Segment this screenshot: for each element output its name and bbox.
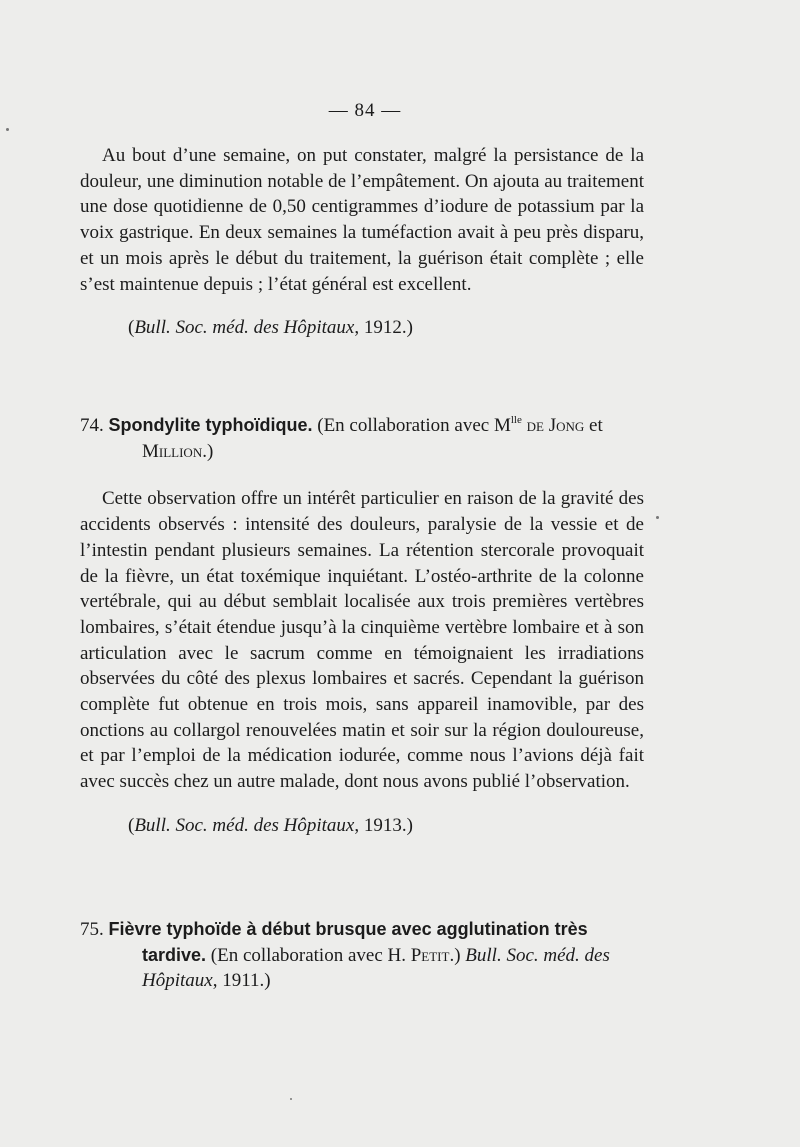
citation-1913 <box>128 813 644 839</box>
citation-1912 <box>128 315 644 341</box>
collab-name: Petit <box>410 944 450 966</box>
entry-74 <box>80 408 644 839</box>
entry-number: 75. <box>80 919 104 940</box>
citation-journal: Bull. Soc. méd. des Hôpitaux <box>142 944 610 992</box>
citation-year: , 1911.) <box>212 970 271 992</box>
collab-superscript: lle <box>510 414 522 426</box>
collab-open: (En collaboration avec M <box>317 415 511 436</box>
entry-75-heading <box>80 917 644 994</box>
collab-open: (En collaboration avec H. <box>210 944 406 966</box>
entry-number: 74. <box>80 415 104 436</box>
speck <box>656 516 659 519</box>
collab-close: .) <box>449 944 461 966</box>
citation-open: ( <box>128 317 135 339</box>
paragraph-continuation: Au bout d’une semaine, on put constater, malgré la persistance de la douleur, une diminution notable de l’empâtement. On ajouta au traitement une dose quotidienne de 0,50 centigrammes d’iodure de potassium par la voix gastrique. En deux semaines la tuméfaction avait à peu près disparu, et un mois après le début du traitement, la guérison était complète ; elle s’est maintenue depuis ; l’état général est excellent. <box>80 145 644 295</box>
citation-year: , 1913.) <box>354 814 413 836</box>
citation-year: , 1912.) <box>354 317 413 339</box>
page-number: — 84 — <box>328 100 402 121</box>
collab-name-2: Million <box>142 440 203 462</box>
collab-name-1: de Jong <box>526 415 585 436</box>
citation-open: ( <box>128 814 135 836</box>
entry-74-body: Cette observation offre un intérêt particulier en raison de la gravité des accidents observés : intensité des douleurs, paralysie de la vessie et de l’intestin pendant plusieurs semaines. La rétention stercorale provoquait de la fièvre, un état toxémique inquiétant. L’ostéo-arthrite de la colonne vertébrale, qui au début semblait localisée aux trois premières vertèbres lombaires, s’était étendue jusqu’à la cinquième vertèbre lombaire et à son articulation avec le sacrum comme en témoignaient les irradiations observées du côté des plexus lombaires et sacrés. Cependant la guérison complète fut obtenue en trois mois, sans appareil inamovible, par des onctions au collargol renouvelées matin et soir sur la région douloureuse, et par l’emploi de la médication iodurée, comme nous l’avions déjà fait avec succès chez un autre malade, dont nous avons publié l’observation. <box>80 488 644 793</box>
citation-journal: Bull. Soc. méd. des Hôpitaux <box>134 814 355 836</box>
speck <box>6 128 9 131</box>
paragraph-continuation-block <box>80 143 644 341</box>
citation-journal: Bull. Soc. méd. des Hôpitaux <box>134 317 355 339</box>
entry-74-heading <box>80 408 644 464</box>
entry-title: Fièvre typhoïde à début brusque avec agglutination très tardive. <box>108 919 588 965</box>
entry-title: Spondylite typhoïdique. <box>108 415 313 435</box>
speck <box>290 1098 292 1100</box>
collab-and: et <box>589 415 603 436</box>
collab-close: .) <box>202 440 214 462</box>
entry-75 <box>80 917 644 994</box>
